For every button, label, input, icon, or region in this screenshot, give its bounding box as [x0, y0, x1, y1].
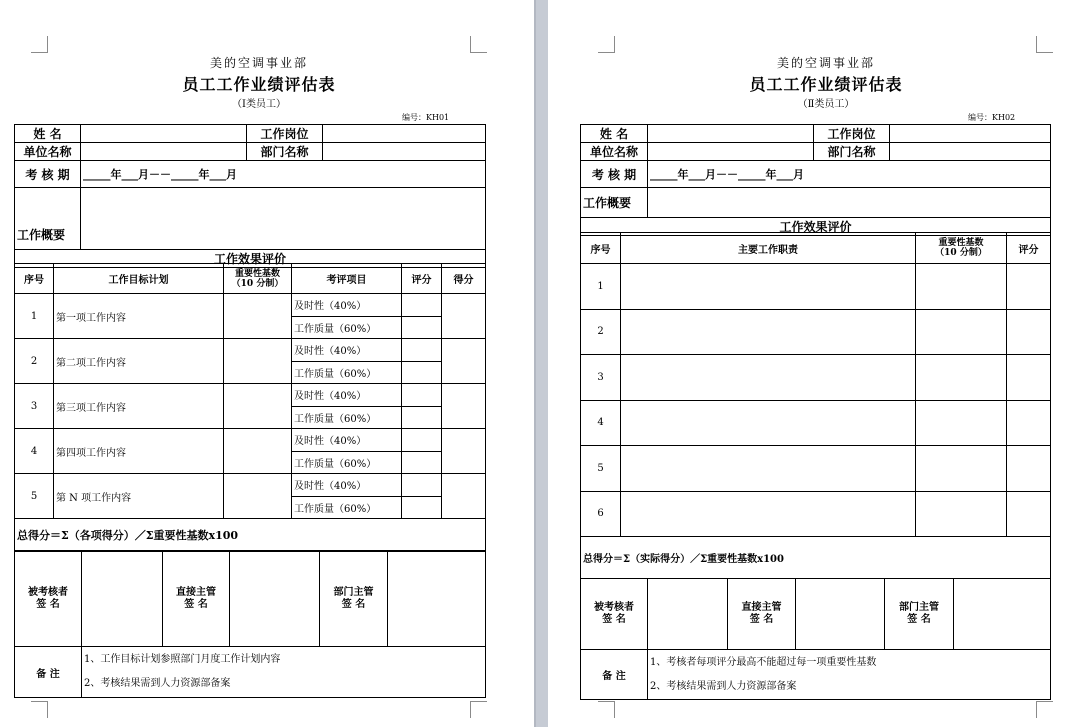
label-summary: 工作概要 — [581, 188, 648, 218]
col-weight-label: 重要性基数 — [938, 238, 984, 248]
row-seq: 3 — [581, 355, 621, 401]
rating-cell[interactable] — [402, 474, 442, 497]
formula: 总得分＝Σ（各项得分）／Σ重要性基数x100 — [15, 519, 486, 551]
rating-cell[interactable] — [1007, 264, 1051, 310]
rating-cell[interactable] — [402, 316, 442, 339]
table-row — [15, 474, 486, 497]
supervisor-label-a: 直接主管 — [176, 587, 216, 598]
weight-cell[interactable] — [916, 309, 1007, 355]
dept-head-label-b: 签 名 — [341, 599, 366, 610]
label-summary: 工作概要 — [15, 188, 81, 250]
eval-item: 工作质量（60%） — [292, 316, 402, 339]
notes-label: 备 注 — [581, 650, 648, 700]
dept-head-label — [320, 552, 388, 647]
row-seq: 4 — [15, 429, 54, 474]
score-cell[interactable] — [442, 474, 486, 519]
notes-label: 备 注 — [15, 647, 82, 698]
assessee-signature[interactable] — [648, 579, 728, 650]
weight-cell[interactable] — [224, 384, 292, 429]
eval-item: 工作质量（60%） — [292, 451, 402, 474]
row-seq: 1 — [581, 264, 621, 310]
rating-cell[interactable] — [402, 429, 442, 452]
col-weight-note: （10 分制） — [935, 248, 987, 258]
label-name: 姓 名 — [15, 125, 81, 143]
score-cell[interactable] — [442, 294, 486, 339]
eval-item: 及时性（40%） — [292, 429, 402, 452]
row-plan: 第四项工作内容 — [54, 429, 224, 474]
signature-table — [580, 578, 1051, 700]
table-row — [581, 491, 1051, 537]
label-name: 姓 名 — [581, 125, 648, 143]
supervisor-label-b: 签 名 — [184, 599, 208, 610]
col-duty: 主要工作职责 — [621, 233, 916, 264]
table-row — [15, 339, 486, 362]
row-seq: 5 — [581, 446, 621, 492]
table-row — [15, 429, 486, 452]
col-item: 考评项目 — [292, 264, 402, 294]
summary-field[interactable] — [648, 188, 1051, 218]
form-code: 编号：KH02 — [968, 113, 1016, 122]
eval-item: 及时性（40%） — [292, 294, 402, 317]
crop-mark — [598, 36, 615, 53]
row-plan: 第一项工作内容 — [54, 294, 224, 339]
rating-cell[interactable] — [402, 339, 442, 362]
label-department: 部门名称 — [814, 143, 890, 161]
supervisor-label — [728, 579, 796, 650]
supervisor-label — [163, 552, 230, 647]
table-row — [581, 446, 1051, 492]
name-field[interactable] — [648, 125, 814, 143]
score-cell[interactable] — [442, 339, 486, 384]
form-code: 编号：KH01 — [402, 113, 450, 122]
row-seq: 2 — [15, 339, 54, 384]
row-seq: 5 — [15, 474, 54, 519]
unit-field[interactable] — [81, 143, 247, 161]
notes — [82, 647, 486, 698]
label-unit: 单位名称 — [581, 143, 648, 161]
company-name: 美的空调事业部 — [776, 56, 875, 70]
department-field[interactable] — [323, 143, 486, 161]
assessee-label-b: 签 名 — [36, 599, 60, 610]
summary-field[interactable] — [81, 188, 486, 250]
eval-item: 及时性（40%） — [292, 384, 402, 407]
page-gap-edge — [534, 0, 536, 727]
formula: 总得分＝Σ（实际得分）／Σ重要性基数x100 — [581, 537, 1051, 579]
eval-item: 工作质量（60%） — [292, 406, 402, 429]
employee-info-table — [14, 124, 486, 268]
col-seq: 序号 — [581, 233, 621, 264]
col-weight — [224, 264, 292, 294]
duty-cell[interactable] — [621, 309, 916, 355]
label-unit: 单位名称 — [15, 143, 81, 161]
rating-cell[interactable] — [1007, 309, 1051, 355]
row-plan: 第二项工作内容 — [54, 339, 224, 384]
dept-head-signature[interactable] — [954, 579, 1051, 650]
signature-table — [14, 551, 486, 698]
eval-item: 及时性（40%） — [292, 474, 402, 497]
row-seq: 2 — [581, 309, 621, 355]
table-row — [15, 384, 486, 407]
eval-item: 工作质量（60%） — [292, 361, 402, 384]
row-seq: 1 — [15, 294, 54, 339]
label-position: 工作岗位 — [247, 125, 323, 143]
col-seq: 序号 — [15, 264, 54, 294]
weight-cell[interactable] — [224, 339, 292, 384]
col-rating: 评分 — [1007, 233, 1051, 264]
assessee-signature[interactable] — [82, 552, 163, 647]
document-page-2 — [548, 0, 1080, 727]
label-position: 工作岗位 — [814, 125, 890, 143]
dept-head-label — [885, 579, 954, 650]
rating-cell[interactable] — [402, 294, 442, 317]
table-row — [581, 264, 1051, 310]
note-item: 1、考核者每项评分最高不能超过每一项重要性基数 — [650, 656, 877, 668]
dept-head-label-b: 签 名 — [907, 614, 931, 625]
rating-cell[interactable] — [1007, 491, 1051, 537]
score-cell[interactable] — [442, 384, 486, 429]
duty-cell[interactable] — [621, 446, 916, 492]
label-department: 部门名称 — [247, 143, 323, 161]
score-cell[interactable] — [442, 429, 486, 474]
supervisor-label-a: 直接主管 — [741, 602, 782, 613]
crop-mark — [470, 701, 487, 718]
page-gap — [534, 0, 548, 727]
duties-table — [580, 232, 1051, 579]
dept-head-label-a: 部门主管 — [899, 602, 939, 613]
row-seq: 3 — [15, 384, 54, 429]
form-title: 员工工作业绩评估表 — [182, 75, 336, 94]
col-score: 得分 — [442, 264, 486, 294]
col-rating: 评分 — [402, 264, 442, 294]
evaluation-table — [14, 263, 486, 551]
supervisor-signature[interactable] — [796, 579, 885, 650]
assessee-label-b: 签 名 — [602, 614, 626, 625]
supervisor-signature[interactable] — [230, 552, 320, 647]
rating-cell[interactable] — [1007, 446, 1051, 492]
assessee-label-a: 被考核者 — [28, 587, 68, 598]
section-title: 工作效果评价 — [581, 218, 1051, 236]
col-weight-note: （10 分制） — [231, 278, 284, 289]
duty-cell[interactable] — [621, 264, 916, 310]
rating-cell[interactable] — [402, 384, 442, 407]
note-item: 1、工作目标计划参照部门月度工作计划内容 — [84, 654, 281, 665]
weight-cell[interactable] — [916, 491, 1007, 537]
company-name: 美的空调事业部 — [209, 56, 308, 70]
crop-mark — [31, 36, 48, 53]
eval-item: 工作质量（60%） — [292, 496, 402, 519]
crop-mark — [598, 701, 615, 718]
col-weight-label: 重要性基数 — [234, 268, 280, 279]
rating-cell[interactable] — [402, 496, 442, 519]
table-row — [581, 355, 1051, 401]
duty-cell[interactable] — [621, 491, 916, 537]
row-seq: 6 — [581, 491, 621, 537]
notes — [648, 650, 1051, 700]
weight-cell[interactable] — [916, 400, 1007, 446]
name-field[interactable] — [81, 125, 247, 143]
form-subtitle: （Ⅰ类员工） — [232, 99, 286, 110]
department-field[interactable] — [890, 143, 1051, 161]
weight-cell[interactable] — [916, 355, 1007, 401]
period-field[interactable]: _____年___月－－_____年___月 — [81, 161, 486, 188]
table-row — [15, 294, 486, 317]
eval-item: 及时性（40%） — [292, 339, 402, 362]
position-field[interactable] — [323, 125, 486, 143]
row-plan: 第三项工作内容 — [54, 384, 224, 429]
assessee-label — [15, 552, 82, 647]
duty-cell[interactable] — [621, 400, 916, 446]
dept-head-label-a: 部门主管 — [333, 587, 374, 598]
form-subtitle: （Ⅱ类员工） — [797, 99, 855, 110]
weight-cell[interactable] — [224, 429, 292, 474]
position-field[interactable] — [890, 125, 1051, 143]
note-item: 2、考核结果需到人力资源部备案 — [84, 678, 231, 689]
crop-mark — [1036, 701, 1053, 718]
rating-cell[interactable] — [402, 451, 442, 474]
weight-cell[interactable] — [224, 474, 292, 519]
dept-head-signature[interactable] — [388, 552, 486, 647]
weight-cell[interactable] — [224, 294, 292, 339]
col-plan: 工作目标计划 — [54, 264, 224, 294]
supervisor-label-b: 签 名 — [749, 614, 774, 625]
table-row — [581, 309, 1051, 355]
crop-mark — [470, 36, 487, 53]
crop-mark — [1036, 36, 1053, 53]
period-field[interactable]: _____年___月－－_____年___月 — [648, 161, 1051, 188]
crop-mark — [31, 701, 48, 718]
document-page-1 — [0, 0, 534, 727]
row-plan: 第 N 项工作内容 — [54, 474, 224, 519]
section-title: 工作效果评价 — [15, 250, 486, 268]
rating-cell[interactable] — [1007, 355, 1051, 401]
rating-cell[interactable] — [402, 406, 442, 429]
col-weight — [916, 233, 1007, 264]
weight-cell[interactable] — [916, 446, 1007, 492]
assessee-label-a: 被考核者 — [594, 602, 634, 613]
rating-cell[interactable] — [1007, 400, 1051, 446]
label-period: 考 核 期 — [581, 161, 648, 188]
note-item: 2、考核结果需到人力资源部备案 — [650, 680, 797, 692]
rating-cell[interactable] — [402, 361, 442, 384]
row-seq: 4 — [581, 400, 621, 446]
unit-field[interactable] — [648, 143, 814, 161]
form-title: 员工工作业绩评估表 — [749, 75, 903, 94]
label-period: 考 核 期 — [15, 161, 81, 188]
assessee-label — [581, 579, 648, 650]
weight-cell[interactable] — [916, 264, 1007, 310]
duty-cell[interactable] — [621, 355, 916, 401]
table-row — [581, 400, 1051, 446]
employee-info-table — [580, 124, 1051, 236]
